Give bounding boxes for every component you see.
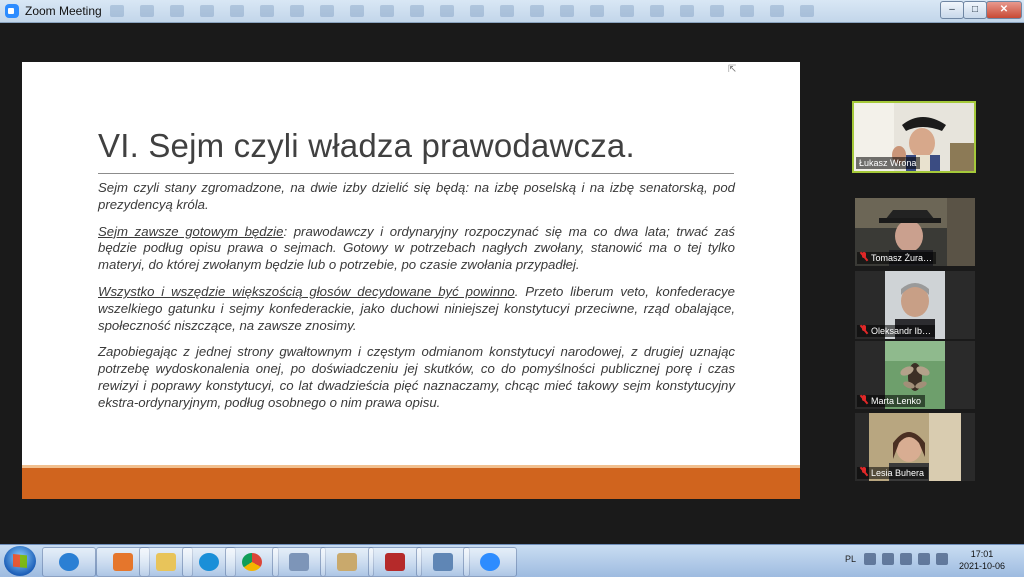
slide-footer-bar — [22, 468, 800, 499]
participant-tile-active-speaker[interactable] — [852, 101, 976, 173]
taskbar-clock[interactable] — [958, 548, 1006, 572]
edge-icon — [199, 553, 219, 571]
clock-date: 2021-10-06 — [958, 561, 1006, 571]
zoom-app-icon — [5, 4, 19, 18]
slide-title-divider — [98, 173, 734, 174]
control-panel-icon — [433, 553, 453, 571]
taskbar-paint[interactable] — [320, 547, 374, 577]
taskbar-control-panel[interactable] — [416, 547, 470, 577]
participant-name — [857, 325, 935, 337]
meeting-area — [0, 23, 1024, 544]
presentation-icon — [289, 553, 309, 571]
close-button[interactable]: ✕ — [986, 1, 1022, 19]
taskbar-presentation[interactable] — [272, 547, 326, 577]
participant-tile[interactable] — [855, 413, 975, 481]
zoom-icon — [480, 553, 500, 571]
arrow-up-icon[interactable] — [882, 553, 894, 565]
window-title: Zoom Meeting — [25, 4, 102, 18]
taskbar-internet-explorer[interactable] — [42, 547, 96, 577]
system-tray — [864, 553, 948, 565]
app-icon — [385, 553, 405, 571]
slide-paragraph-3 — [98, 284, 735, 334]
volume-icon[interactable] — [936, 553, 948, 565]
participant-tile[interactable] — [855, 271, 975, 339]
windows-taskbar — [0, 544, 1024, 577]
folder-icon — [156, 553, 176, 571]
language-indicator[interactable]: PL — [845, 554, 857, 564]
taskbar-zoom[interactable] — [463, 547, 517, 577]
internet-explorer-icon — [59, 553, 79, 571]
background-toolbar-ghost — [110, 5, 890, 17]
slide-paragraph-2 — [98, 224, 735, 274]
slide-body — [98, 180, 735, 422]
mouse-cursor-icon: ⇱ — [728, 64, 737, 75]
participant-name-text: Oleksandr Ib… — [871, 326, 932, 336]
participant-tile[interactable] — [855, 341, 975, 409]
chrome-icon — [242, 553, 262, 571]
paint-icon — [337, 553, 357, 571]
media-player-icon — [113, 553, 133, 571]
maximize-button[interactable]: □ — [963, 1, 987, 19]
participant-tile[interactable] — [855, 198, 975, 266]
shared-slide — [22, 62, 800, 499]
slide-title: VI. Sejm czyli władza prawodawcza. — [98, 127, 635, 164]
keyboard-icon[interactable] — [864, 553, 876, 565]
slide-paragraph-1: Sejm czyli stany zgromadzone, na dwie izby dzielić się będą: na izbę poselską i na izbę senatorską, pod prezydencyą króla. — [98, 180, 735, 212]
clock-time: 17:01 — [970, 549, 994, 559]
slide-paragraph-3-underlined: Wszystko i wszędzie większością głosów decydowane być powinno — [98, 283, 515, 299]
participant-name-text: Marta Lenko — [871, 396, 922, 406]
start-button[interactable] — [4, 546, 36, 576]
taskbar-app[interactable] — [368, 547, 422, 577]
participant-name-text: Tomasz Żura… — [871, 253, 933, 263]
network-icon[interactable] — [918, 553, 930, 565]
muted-microphone-icon — [860, 252, 868, 262]
participant-name — [857, 467, 928, 479]
action-center-icon[interactable] — [900, 553, 912, 565]
taskbar-chrome[interactable] — [225, 547, 279, 577]
participant-name — [857, 252, 936, 264]
window-titlebar — [0, 0, 1024, 23]
minimize-button[interactable]: – — [940, 1, 964, 19]
muted-microphone-icon — [860, 467, 868, 477]
participant-name — [857, 395, 925, 407]
slide-paragraph-4: Zapobiegając z jednej strony gwałtownym i częstym odmianom konstytucyi narodowej, z drugiej uznając potrzebę wydoskonalenia onej, po doświadczeniu jej skutków, co do pomyślności publicznej porę i czas rewizyi i poprawy konstytucyi, co lat dwadzieścia pięć naznaczamy, chcąc mieć takowy sejm konstytucyjny ekstra-ordynaryjnym, podług osobnego o nim prawa opisu. — [98, 344, 735, 410]
slide-paragraph-3-text: . Przeto liberum veto, konfederacye wszelkiego gatunku i sejmy konfederackie, jako duchowi niniejszej konstytucyi przeciwne, rząd obalające, społeczność niszczące, na zawsze znosimy. — [98, 283, 735, 333]
slide-paragraph-2-text: : prawodawczy i ordynaryjny rozpoczynać się ma co dwa lata; trwać zaś będzie podług opisu prawa o sejmach. Gotowy w potrzebach nagłych zwołany, stanowić ma o tej tylko materyi, do której zwołanym będzie lub o potrzebie, po czasie zwołania przypadłej. — [98, 223, 735, 273]
muted-microphone-icon — [860, 395, 868, 405]
participant-name-text: Lesia Buhera — [871, 468, 925, 478]
participant-name: Łukasz Wrona — [856, 157, 920, 169]
muted-microphone-icon — [860, 325, 868, 335]
slide-paragraph-2-underlined: Sejm zawsze gotowym będzie — [98, 223, 284, 239]
